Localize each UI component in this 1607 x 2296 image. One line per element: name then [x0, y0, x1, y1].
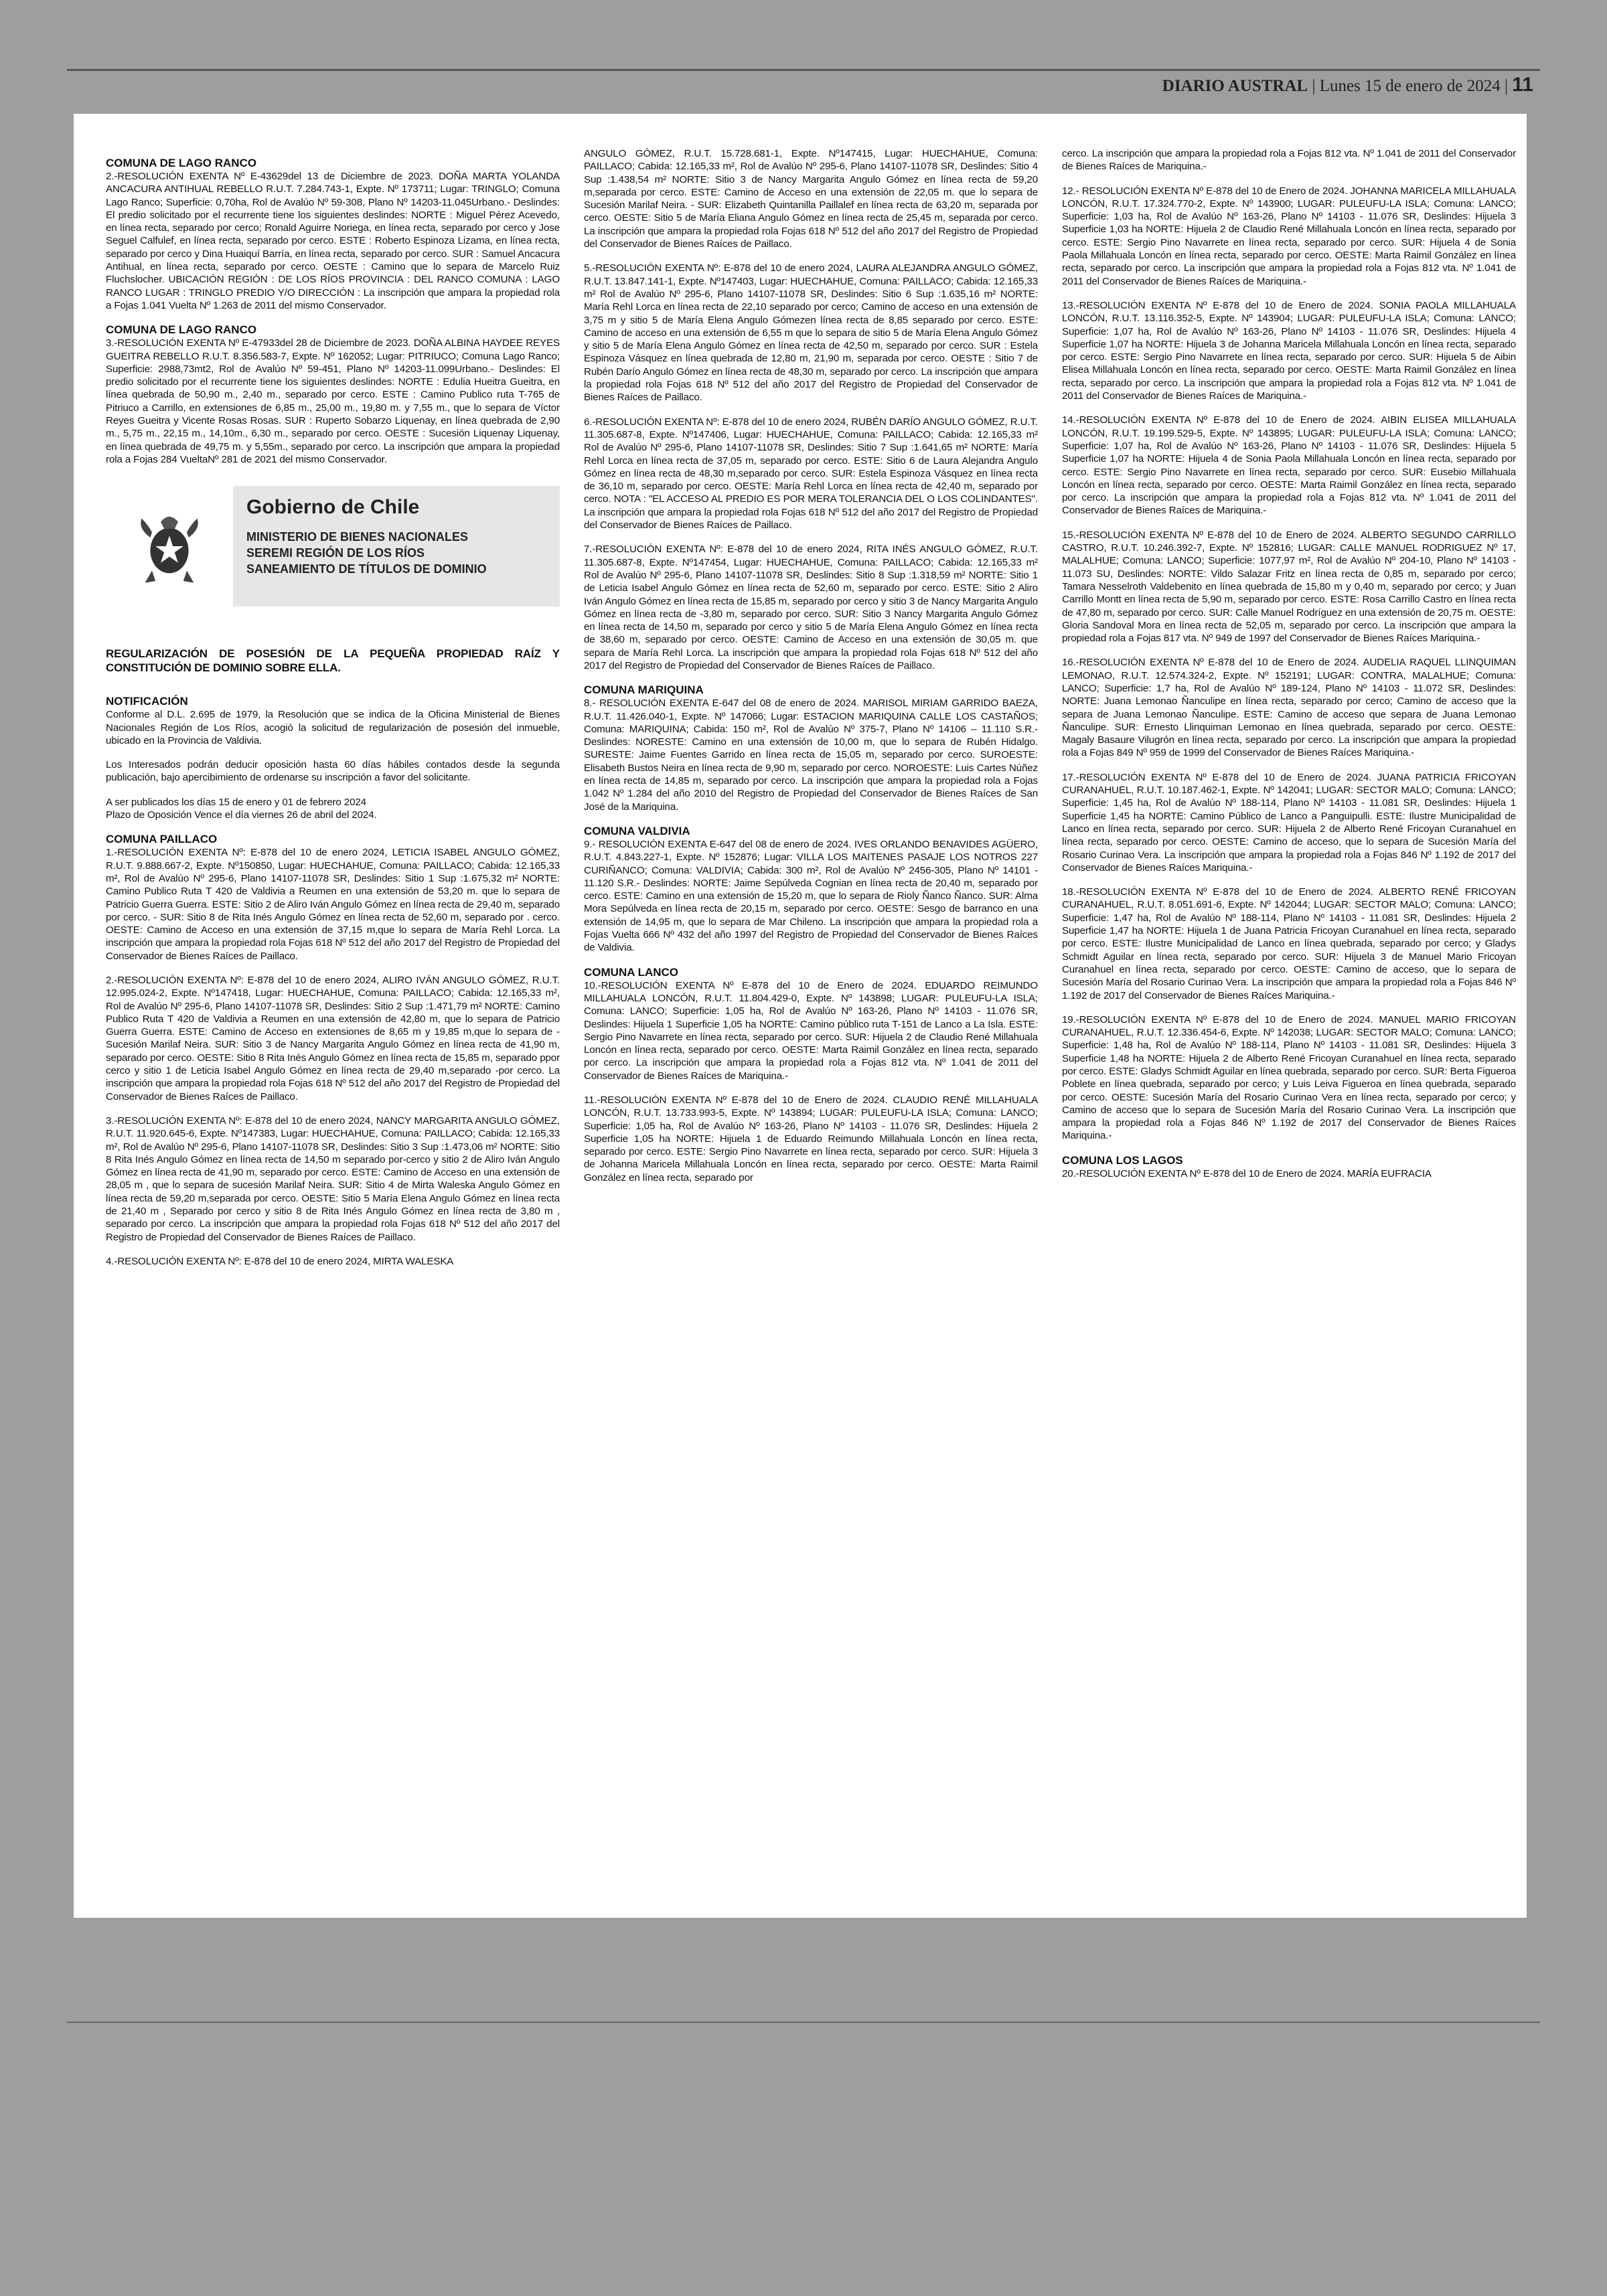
- notice-paragraph: 14.-RESOLUCIÓN EXENTA Nº E-878 del 10 de Enero de 2024. AIBIN ELISEA MILLAHUALA LONCÓN, R.U.T. 19.199.529-5, Expte. Nº 143895; LUGAR: PULEUFU-LA ISLA; Comuna: LANCO; Superficie: 1,07 ha, Rol de Avalúo Nº 163-26, Plano Nº 14103 - 11.076 SR, Deslindes: Hijuela 5 Superficie 1,07 ha NORTE: Hijuela 4 de Sonia Paola Millahuala Loncón en línea recta, separado por cerco. ESTE: Sergio Pino Navarrete en línea recta, separado por cerco. SUR: Eusebio Millahuala Loncón en línea recta, separado por cerco. OESTE: Marta Raimil González en línea recta, separado por cerco. La inscripción que ampara la propiedad rola a Fojas 812 vta. Nº 1.041 de 2011 del Conservador de Bienes Raíces de Mariquina.-: [1062, 414, 1516, 517]
- notice-paragraph: 10.-RESOLUCIÓN EXENTA Nº E-878 del 10 de Enero de 2024. EDUARDO REIMUNDO MILLAHUALA LONCÓN, R.U.T. 11.804.429-0, Expte. Nº 143898; LUGAR: PULEUFU-LA ISLA; Comuna: LANCO; Superficie: 1,05 ha, Rol de Avalúo Nº 163-26, Plano Nº 14103 - 11.076 SR, Deslindes: Hijuela 1 Superficie 1,05 ha NORTE: Camino público ruta T-151 de Lanco a La Isla. ESTE: Sergio Pino Navarrete en línea recta, separado por cerco. SUR: Hijuela 2 de Claudio René Millahuala Loncón en línea recta, separado por cerco. OESTE: Marta Raimil González en línea recta, separado por cerco. La inscripción que ampara la propiedad rola a Fojas 812 vta. Nº 1.041 de 2011 del Conservador de Bienes Raíces de Mariquina.-: [584, 979, 1038, 1082]
- notice-paragraph: cerco. La inscripción que ampara la propiedad rola a Fojas 812 vta. Nº 1.041 de 2011 del Conservador de Bienes Raíces de Mariquina.-: [1062, 148, 1516, 173]
- publication-name: DIARIO AUSTRAL: [1162, 77, 1308, 95]
- notice-paragraph: 5.-RESOLUCIÓN EXENTA Nº: E-878 del 10 de enero 2024, LAURA ALEJANDRA ANGULO GÓMEZ, R.U.T. 13.847.141-1, Expte. Nº147403, Lugar: HUECHAHUE, Comuna: PAILLACO; Cabida: 12.165,33 m² Rol de Avalúo Nº 295-6, Plano 14107-11078 SR, Deslindes: Sitio 6 Sup :1.635,16 m² NORTE: María Rehl Lorca en línea recta de 22,10 separado por cerco; Camino de acceso en una extensión de 3,75 m y sitio 5 de María Elena Angulo Gómezen línea recta de 8,85 separado por cerco. ESTE: Camino de acceso en una extensión de 6,55 m que lo separa de sitio 5 de María Elena Angulo Gómez y sitio 5 de María Elena Angulo Gómez en línea recta de 42,50 m, separado por cerco. SUR : Estela Espinoza Vásquez en línea quebrada de 12,80 m, 21,90 m, separada por cerco. OESTE : Sitio 7 de Rubén Darío Angulo Gómez en línea recta de 48,30 m, separado por cerco. La inscripción que ampara la propiedad rola Fojas 618 Nº 512 del año 2017 del Registro de Propiedad del Conservador de Bienes Raíces de Paillaco.: [584, 262, 1038, 404]
- publication-dates: A ser publicados los días 15 de enero y 01 de febrero 2024: [106, 796, 366, 808]
- notice-paragraph: Conforme al D.L. 2.695 de 1979, la Resolución que se indica de la Oficina Ministerial de Bienes Nacionales Región de Los Ríos, acogió la solicitud de regularización de posesión del inmueble, ubicado en la Provincia de Valdivia.: [106, 709, 560, 746]
- newspaper-page: [74, 114, 1527, 1918]
- section-heading: NOTIFICACIÓN: [106, 695, 188, 708]
- notice-paragraph: 4.-RESOLUCIÓN EXENTA Nº: E-878 del 10 de enero 2024, MIRTA WALESKA: [106, 1255, 454, 1267]
- section-heading: COMUNA MARIQUINA: [584, 683, 704, 697]
- notice-paragraph: 7.-RESOLUCIÓN EXENTA Nº: E-878 del 10 de enero 2024, RITA INÉS ANGULO GÓMEZ, R.U.T. 11.305.687-8, Expte. Nº147454, Lugar: HUECHAHUE, Comuna: PAILLACO; Cabida: 12.165,33 m² Rol de Avalúo Nº 295-6, Plano 14107-11078 SR, Deslindes: Sitio 8 Sup :1.318,59 m² NORTE: Sitio 1 de Leticia Isabel Angulo Gómez en línea recta de 52,60 m, separado por cerco. ESTE: Sitio 2 Aliro Iván Angulo Gómez en línea recta de 15,85 m, separado por cerco y sitio 3 de Nancy Margarita Angulo Gómez en línea recta de -3,80 m, separado por cerco. SUR: Sitio 3 Nancy Margarita Angulo Gómez en línea recta de 14,50 m, separado por cerco y sitio 5 de María Elena Angulo Gómez en línea recta de 38,60 m, separado por cerco. OESTE: Camino de Acceso en una extensión de 30,05 m. que separa de María Rehl Lorca. La inscripción que ampara la propiedad rola Fojas 618 Nº 512 del año 2017 del Registro de Propiedad del Conservador de Bienes Raíces de Paillaco.: [584, 544, 1038, 671]
- government-title: Gobierno de Chile: [246, 496, 420, 519]
- notice-paragraph: 2.-RESOLUCIÓN EXENTA Nº: E-878 del 10 de enero 2024, ALIRO IVÁN ANGULO GÓMEZ, R.U.T. 12.995.024-2, Expte. Nº147418, Lugar: HUECHAHUE, Comuna: PAILLACO; Cabida: 12.165,33 m², Rol de Avalúo Nº 295-6, Plano 14107-11078 SR, Deslindes: Sitio 2 Sup :1.471,79 m² NORTE: Camino Publico Ruta T 420 de Valdivia a Reumen en una extensión de 42,80 m, que lo separa de Patricio Guerra Guerra. ESTE: Camino de Acceso en extensiones de 8,65 m y 19,85 m,que lo separa de - Sucesión Marilaf Neira. SUR: Sitio 3 de Nancy Margarita Angulo Gómez en línea recta de 41,90 m, separado por cerco. OESTE: Sitio 8 Rita Inés Angulo Gómez en línea recta de 15,85 m, separado ppor cerco y sitio 1 de Leticia Isabel Angulo Gómez en línea recta de 29,40 m,separado -por cerco. La inscripción que ampara la propiedad rola Fojas 618 Nº 512 del año 2017 del Registro de Propiedad del Conservador de Bienes Raíces de Paillaco.: [106, 974, 560, 1102]
- notice-paragraph: 19.-RESOLUCIÓN EXENTA Nº E-878 del 10 de Enero de 2024. MANUEL MARIO FRICOYAN CURANAHUEL, R.U.T. 12.336.454-6, Expte. Nº 142038; LUGAR: SECTOR MALO; Comuna: LANCO; Superficie: 1,48 ha, Rol de Avalúo Nº 188-114, Plano Nº 14103 - 11.081 SR, Deslindes: Hijuela 3 Superficie 1,48 ha NORTE: Hijuela 2 de Alberto René Fricoyan Curanahuel en línea recta, separado por cerco. ESTE: Gladys Schmidt Aguilar en línea quebrada, separado por cerco. SUR: Berta Figueroa Poblete en línea quebrada, separado por cerco; y Luis Leiva Figueroa en línea quebrada, separado por cerco. OESTE: Sucesión María del Rosario Curinao Vera en línea recta, separado por cerco; y Camino de acceso que lo separa de Sucesión María del Rosario Curinao Vera. La inscripción que ampara la propiedad rola a Fojas 846 Nº 1.192 de 2017 del Conservador de Bienes Raíces Mariquina.-: [1062, 1013, 1516, 1142]
- column-3: [1062, 147, 1516, 1908]
- notice-paragraph: 16.-RESOLUCIÓN EXENTA Nº E-878 del 10 de Enero de 2024. AUDELIA RAQUEL LLINQUIMAN LEMONAO, R.U.T. 12.574.324-2, Expte. Nº 152191; LUGAR: CONTRA, MALALHUE; Comuna: LANCO; Superficie: 1,7 ha, Rol de Avalúo Nº 189-124, Plano Nº 14103 - 11.072 SR, Deslindes: NORTE: Juana Lemonao Ñanculipe en línea recta, separado por cerco; Camino de acceso que la separa de Juana Lemonao Ñanculipe. ESTE: Camino de acceso que separa de Juana Lemonao Ñanculipe. SUR: Ernesto Llinquiman Lemonao en línea quebrada, separado por cerco. OESTE: Magaly Basaure Vilugrón en línea recta, separado por cerco. La inscripción que ampara la propiedad rola a Fojas 849 Nº 959 de 1999 del Conservador de Bienes Raíces Mariquina.-: [1062, 657, 1516, 759]
- government-logo: [106, 486, 233, 606]
- opposition-deadline: Plazo de Oposición Vence el día viernes 26 de abril del 2024.: [106, 809, 377, 821]
- notice-paragraph: 8.- RESOLUCIÓN EXENTA E-647 del 08 de enero de 2024. MARISOL MIRIAM GARRIDO BAEZA, R.U.T. 11.426.040-1, Expte. Nº 147066; Lugar: ESTACION MARIQUINA CALLE LOS CASTAÑOS; Comuna: MARIQUINA; Cabida: 150 m², Rol de Avalúo Nº 375-7, Plano Nº 14106 – 11.110 S.R.- Deslindes: NORESTE: Camino en una extensión de 10,00 m, que lo separa de Rubén Hidalgo. SURESTE: Jaime Fuentes Garrido en línea recta de 15,05 m, separado por cerco. SUROESTE: Elisabeth Bustos Neira en línea recta de 9,90 m, separado por cerco. NOROESTE: Luis Cartes Núñez en línea recta de 14,85 m, separado por cerco. La inscripción que ampara la propiedad rola a Fojas 1.042 Nº 1.284 del año 2010 del Registro de Propiedad del Conservador de Bienes Raíces de San José de la Mariquina.: [584, 698, 1038, 813]
- regularization-title: REGULARIZACIÓN DE POSESIÓN DE LA PEQUEÑA PROPIEDAD RAÍZ Y CONSTITUCIÓN DE DOMINIO SOBRE ELLA.: [106, 647, 560, 675]
- section-heading: COMUNA VALDIVIA: [584, 824, 690, 837]
- notice-paragraph: 17.-RESOLUCIÓN EXENTA Nº E-878 del 10 de Enero de 2024. JUANA PATRICIA FRICOYAN CURANAHUEL, R.U.T. 10.187.462-1, Expte. Nº 142041; LUGAR: SECTOR MALO; Comuna: LANCO; Superficie: 1,45 ha, Rol de Avalúo Nº 188-114, Plano Nº 14103 - 11.081 SR, Deslindes: Hijuela 1 Superficie 1,45 ha NORTE: Camino Público de Lanco a Panguipulli. ESTE: Ilustre Municipalidad de Lanco en línea recta, separado por cerco. SUR: Hijuela 2 de Alberto René Fricoyan Curanahuel en línea recta, separado por cerco. OESTE: Camino de acceso, que lo separa de Sucesión María del Rosario Curinao Vera. La inscripción que ampara la propiedad rola a Fojas 846 Nº 1.192 de 2017 del Conservador de Bienes Raíces Mariquina.-: [1062, 771, 1516, 874]
- notice-paragraph: 11.-RESOLUCIÓN EXENTA Nº E-878 del 10 de Enero de 2024. CLAUDIO RENÉ MILLAHUALA LONCÓN, R.U.T. 13.733.993-5, Expte. Nº 143894; LUGAR: PULEUFU-LA ISLA; Comuna: LANCO; Superficie: 1,05 ha, Rol de Avalúo Nº 163-26, Plano Nº 14103 - 11.076 SR, Deslindes: Hijuela 2 Superficie 1,05 ha NORTE: Hijuela 1 de Eduardo Reimundo Millahuala Loncón en línea recta, separado por cerco. ESTE: Sergio Pino Navarrete en línea recta, separado por cerco. SUR: Hijuela 3 de Johanna Maricela Millahuala Loncón en línea recta, separado por cerco. OESTE: Marta Raimil González en línea recta, separado por: [584, 1094, 1038, 1183]
- notice-paragraph: Los Interesados podrán deducir oposición hasta 60 días hábiles contados desde la segunda publicación, bajo apercibimiento de ordenarse su inscripción a favor del solicitante.: [106, 759, 560, 784]
- seremi-name: SEREMI REGIÓN DE LOS RÍOS: [246, 546, 425, 560]
- notice-paragraph: 13.-RESOLUCIÓN EXENTA Nº E-878 del 10 de Enero de 2024. SONIA PAOLA MILLAHUALA LONCÓN, R.U.T. 13.116.352-5, Expte. Nº 143904; LUGAR: PULEUFU-LA ISLA; Comuna: LANCO; Superficie: 1,07 ha, Rol de Avalúo Nº 163-26, Plano Nº 14103 - 11.076 SR, Deslindes: Hijuela 4 Superficie 1,07 ha NORTE: Hijuela 3 de Johanna Maricela Millahuala Loncón en línea recta, separado por cerco. ESTE: Sergio Pino Navarrete en línea recta, separado por cerco. SUR: Hijuela 5 de Aibin Elisea Millahuala Loncón en línea recta, separado por cerco. OESTE: Marta Raimil González en línea recta, separado por cerco. La inscripción que ampara la propiedad rola a Fojas 812 vta. Nº 1.041 de 2011 del Conservador de Bienes Raíces de Mariquina.-: [1062, 299, 1516, 402]
- notice-paragraph: 12.- RESOLUCIÓN EXENTA Nº E-878 del 10 de Enero de 2024. JOHANNA MARICELA MILLAHUALA LONCÓN, R.U.T. 17.324.770-2, Expte. Nº 143900; LUGAR: PULEUFU-LA ISLA; Comuna: LANCO; Superficie: 1,03 ha, Rol de Avalúo Nº 163-26, Plano Nº 14103 - 11.076 SR, Deslindes: Hijuela 3 Superficie 1,03 ha NORTE: Hijuela 2 de Claudio René Millahuala Loncón en línea recta, separado por cerco. ESTE: Sergio Pino Navarrete en línea recta, separado por cerco. SUR: Hijuela 4 de Sonia Paola Millahuala Loncón en línea recta, separado por cerco. OESTE: Marta Raimil González en línea recta, separado por cerco. La inscripción que ampara la propiedad rola a Fojas 812 vta. Nº 1.041 de 2011 del Conservador de Bienes Raíces de Mariquina.-: [1062, 185, 1516, 287]
- notice-paragraph: 3.-RESOLUCIÓN EXENTA Nº: E-878 del 10 de enero 2024, NANCY MARGARITA ANGULO GÓMEZ, R.U.T. 11.920.645-6, Expte. Nº147383, Lugar: HUECHAHUE, Comuna: PAILLACO; Cabida: 12.165,33 m², Rol de Avalúo Nº 295-6, Plano 14107-11078 SR, Deslindes: Sitio 3 Sup :1.473,06 m² NORTE: Sitio 8 Rita Inés Angulo Gómez en línea recta de 14,50 m separado por-cerco y sitio 2 de Aliro Iván Angulo Gómez en línea recta de 41,90 m, separado por cerco. ESTE: Camino de Acceso en una extensión de 28,05 m , que lo separa de sucesión Marilaf Neira. SUR: Sitio 4 de Mirta Waleska Angulo Gómez en línea recta de 59,20 m,separada por cerco. OESTE: Sitio 5 María Elena Angulo Gómez en línea recta de 21,40 m , Separado por cerco y sitio 8 de Rita Inés Angulo Gómez en línea recta de 3,80 m , separado por cerco. La inscripción que ampara la propiedad rola Fojas 618 Nº 512 del año 2017 del Registro de Propiedad del Conservador de Bienes Raíces de Paillaco.: [106, 1115, 560, 1243]
- notice-paragraph: 3.-RESOLUCIÓN EXENTA Nº E-47933del 28 de Diciembre de 2023. DOÑA ALBINA HAYDEE REYES GUEITRA REBELLO R.U.T. 8.356.583-7, Expte. Nº 162052; Lugar: PITRIUCO; Comuna Lago Ranco; Superficie: 2988,73mt2, Rol de Avalúo Nº 59-451, Plano Nº 14203-11.099Urbano.- Deslindes: El predio solicitado por el recurrente tiene los siguientes deslindes: NORTE : Edulia Hueitra Gueitra, en línea quebrada de 50,90 m., 2,40 m., separado por cerco. ESTE : Camino Publico ruta T-765 de Pitriuco a Carrillo, en extensiones de 6,85 m., 25,00 m., 19,80 m. y 7,55 m., que lo separa de Víctor Reyes Gueitra y Vicente Rosas Rosas. SUR : Ruperto Sobarzo Liquenay, en línea quebrada de 2,90 m., 5,75 m., 22,15 m., 14,10m., 6,30 m., separado por cerco. OESTE : Sucesión Liquenay Liquenay, en línea quebrada de 49,75 m. y 5,55m., separado por cerco. La inscripción que ampara la propiedad rola a Fojas 284 VueltaNº 281 de 2021 del mismo Conservador.: [106, 337, 560, 465]
- notice-paragraph: 15.-RESOLUCIÓN EXENTA Nº E-878 del 10 de Enero de 2024. ALBERTO SEGUNDO CARRILLO CASTRO, R.U.T. 10.246.392-7, Expte. Nº 152816; LUGAR: CALLE MANUEL RODRIGUEZ Nº 17, MALALHUE; Comuna: LANCO; Superficie: 1077,97 m², Rol de Avalúo Nº 204-10, Plano Nº 14103 - 11.073 SU, Deslindes: NORTE: Vildo Salazar Fritz en línea recta de 0,85 m, separado por cerco; Tamara Nesselroth Valdebenito en línea quebrada de 15,80 m y 0,40 m, separado por cerco; y Juan Carrillo Montt en línea recta de 5,90 m, separado por cerco. ESTE: Rosa Carrillo Castro en línea recta de 47,80 m, separado por cerco. SUR: Calle Manuel Rodríguez en una extensión de 20,75 m. OESTE: Gloria Sandoval Mora en línea recta de 52,05 m, separado por cerco. La inscripción que ampara la propiedad rola a Fojas 817 vta. Nº 949 de 1997 del Conservador de Bienes Raíces Mariquina.-: [1062, 529, 1516, 645]
- section-heading: COMUNA LOS LAGOS: [1062, 1153, 1183, 1167]
- ministry-name: MINISTERIO DE BIENES NACIONALES: [246, 529, 469, 544]
- notice-paragraph: 18.-RESOLUCIÓN EXENTA Nº E-878 del 10 de Enero de 2024. ALBERTO RENÉ FRICOYAN CURANAHUEL, R.U.T. 8.051.691-6, Expte. Nº 142044; LUGAR: SECTOR MALO; Comuna: LANCO; Superficie: 1,47 ha, Rol de Avalúo Nº 188-114, Plano Nº 14103 - 11.081 SR, Deslindes: Hijuela 2 Superficie 1,47 ha NORTE: Hijuela 1 de Juana Patricia Fricoyan Curanahuel en línea recta, separado por cerco. ESTE: Ilustre Municipalidad de Lanco en línea quebrada, separado por cerco; y Gladys Schmidt Aguilar en línea recta, separado por cerco. SUR: Hijuela 3 de Manuel Mario Fricoyan Curanahuel en línea recta, separado por cerco. OESTE: Camino de acceso, que lo separa de Sucesión María del Rosario Curinao Vera. La inscripción que ampara la propiedad rola a Fojas 846 Nº 1.192 de 2017 del Conservador de Bienes Raíces Mariquina.-: [1062, 886, 1516, 1001]
- section-heading: COMUNA LANCO: [584, 965, 679, 979]
- notice-paragraph: 20.-RESOLUCIÓN EXENTA Nº E-878 del 10 de Enero de 2024. MARÍA EUFRACIA: [1062, 1167, 1432, 1179]
- program-name: SANEAMIENTO DE TÍTULOS DE DOMINIO: [246, 562, 487, 576]
- publication-date: Lunes 15 de enero de 2024: [1319, 77, 1501, 95]
- column-1: [106, 147, 560, 1908]
- notice-paragraph: ANGULO GÓMEZ, R.U.T. 15.728.681-1, Expte. Nº147415, Lugar: HUECHAHUE, Comuna: PAILLACO; Cabida: 12.165,33 m², Rol de Avalúo Nº 295-6, Plano 14107-11078 SR, Deslindes: Sitio 4 Sup :1.438,54 m² NORTE: Sitio 3 de Nancy Margarita Angulo Gómez en línea recta de 59,20 m,separada por cerco. ESTE: Camino de Acceso en una extensión de 22,05 m. que lo separa de Sucesión Marilaf Neira. - SUR: Elizabeth Quintanilla Paillalef en línea recta de 63,20 m, separada por cerco. OESTE: Sitio 5 de María Eliana Angulo Gómez en línea recta de 25,45 m, separada por cerco. La inscripción que ampara la propiedad rola Fojas 618 Nº 512 del año 2017 del Registro de Propiedad del Conservador de Bienes Raíces de Paillaco.: [584, 148, 1038, 250]
- masthead-rule: [67, 69, 1540, 71]
- government-text: [233, 486, 560, 606]
- section-heading: COMUNA DE LAGO RANCO: [106, 323, 257, 337]
- notice-paragraph: 6.-RESOLUCIÓN EXENTA Nº: E-878 del 10 de enero 2024, RUBÉN DARÍO ANGULO GÓMEZ, R.U.T. 11.305.687-8, Expte. Nº147406, Lugar: HUECHAHUE, Comuna: PAILLACO; Cabida: 12.165,33 m² Rol de Avalúo Nº 295-6, Plano 14107-11078 SR, Deslindes: Sitio 7 Sup :1.641,65 m² NORTE: María Rehl Lorca en línea recta de 37,05 m, separado por cerco. ESTE: Sitio 6 de Laura Alejandra Angulo Gómez en línea recta de 48,30 m,separado por cerco. SUR: Estela Espinoza Vásquez en línea recta de 36,10 m, separado por cerco. OESTE: María Rehl Lorca en línea recta de 42,40 m, separado por cerco. NOTA : "EL ACCESO AL PREDIO ES POR MERA TOLERANCIA DEL O LOS COLINDANTES". La inscripción que ampara la propiedad rola Fojas 618 Nº 512 del año 2017 del Registro de Propiedad del Conservador de Bienes Raíces de Paillaco.: [584, 416, 1038, 531]
- masthead: DIARIO AUSTRAL | Lunes 15 de enero de 2024 | 11: [1162, 74, 1533, 96]
- section-heading: COMUNA PAILLACO: [106, 833, 218, 846]
- notice-paragraph: 2.-RESOLUCIÓN EXENTA Nº E-43629del 13 de Diciembre de 2023. DOÑA MARTA YOLANDA ANCACURA ANTIHUAL REBELLO R.U.T. 7.284.743-1, Expte. Nº 173711; Lugar: TRINGLO; Comuna Lago Ranco; Superficie: 0,70ha, Rol de Avalúo Nº 59-308, Plano Nº 14203-11.045Urbano.- Deslindes: El predio solicitado por el recurrente tiene los siguientes deslindes: NORTE : Miguel Pérez Acevedo, en línea recta, separado por cerco; Ronald Aguirre Noriega, en línea recta, separado por cerco y Jose Seguel Calfulef, en línea recta, separado por cerco. ESTE : Roberto Espinoza Lizama, en línea recta, separado por cerco y Dina Huaiquí Barría, en línea recta, separado por cerco. SUR : Samuel Ancacura Antihual, en línea recta, separado por cerco. OESTE : Camino que lo separa de Marcelo Ruiz Fluchslocher. UBICACIÓN REGIÓN : DE LOS RÍOS PROVINCIA : DEL RANCO COMUNA : LAGO RANCO LUGAR : TRINGLO PREDIO Y/O DIRECCIÓN : La inscripción que ampara la propiedad rola a Fojas 1.041 Vuelta Nº 1.263 de 2011 del mismo Conservador.: [106, 171, 560, 311]
- government-banner: [106, 486, 560, 606]
- chile-coat-of-arms-icon: [126, 503, 213, 590]
- page-number: 11: [1512, 74, 1533, 96]
- notice-paragraph: 9.- RESOLUCIÓN EXENTA E-647 del 08 de enero de 2024. IVES ORLANDO BENAVIDES AGÜERO, R.U.T. 4.843.227-1, Expte. Nº 152876; Lugar: VILLA LOS MAITENES PASAJE LOS NOTROS 227 CURIÑANCO; Comuna: VALDIVIA; Cabida: 300 m², Rol de Avalúo Nº 2456-305, Plano Nº 14101 - 11.120 S.R.- Deslindes: NORTE: Jaime Sepúlveda Cognian en línea recta de 20,40 m, separado por cerco. ESTE: Camino en una extensión de 15,20 m, que lo separa de Rioly Ñanco Ñanco. SUR: Alma Mora Sepúlveda en línea recta de 20,15 m, separado por cerco. OESTE: Sesgo de barranco en una extensión de 14,95 m, que lo separa de Mar Chileno. La inscripción que ampara la propiedad rola a Fojas Vuelta 666 Nº 432 del año 1997 del Registro de Propiedad del Conservador de Bienes Raíces de Valdivia.: [584, 838, 1038, 954]
- bottom-rule: [67, 2022, 1540, 2023]
- section-heading: COMUNA DE LAGO RANCO: [106, 157, 257, 169]
- column-2: [584, 147, 1038, 1908]
- notice-paragraph: 1.-RESOLUCIÓN EXENTA Nº: E-878 del 10 de enero 2024, LETICIA ISABEL ANGULO GÓMEZ, R.U.T. 9.888.667-2, Expte. Nº150850, Lugar: HUECHAHUE, Comuna: PAILLACO; Cabida: 12.165,33 m², Rol de Avalúo Nº 295-6, Plano 14107-11078 SR, Deslindes: Sitio 1 Sup :1.675,32 m² NORTE: Camino Publico Ruta T 420 de Valdivia a Reumen en una extensión de 53,20 m. que lo separa de Patricio Guerra Guerra. ESTE: Sitio 2 de Aliro Iván Angulo Gómez en línea recta de 29,40 m, separado por cerco. - SUR: Sitio 8 de Rita Inés Angulo Gómez en línea recta de 52,60 m, separado por . cerco. OESTE: Camino de Acceso en una extensión de 37,15 m,que lo separa de María Rehl Lorca. La inscripción que ampara la propiedad rola Fojas 618 Nº 512 del año 2017 del Registro de Propiedad del Conservador de Bienes Raíces de Paillaco.: [106, 847, 560, 962]
